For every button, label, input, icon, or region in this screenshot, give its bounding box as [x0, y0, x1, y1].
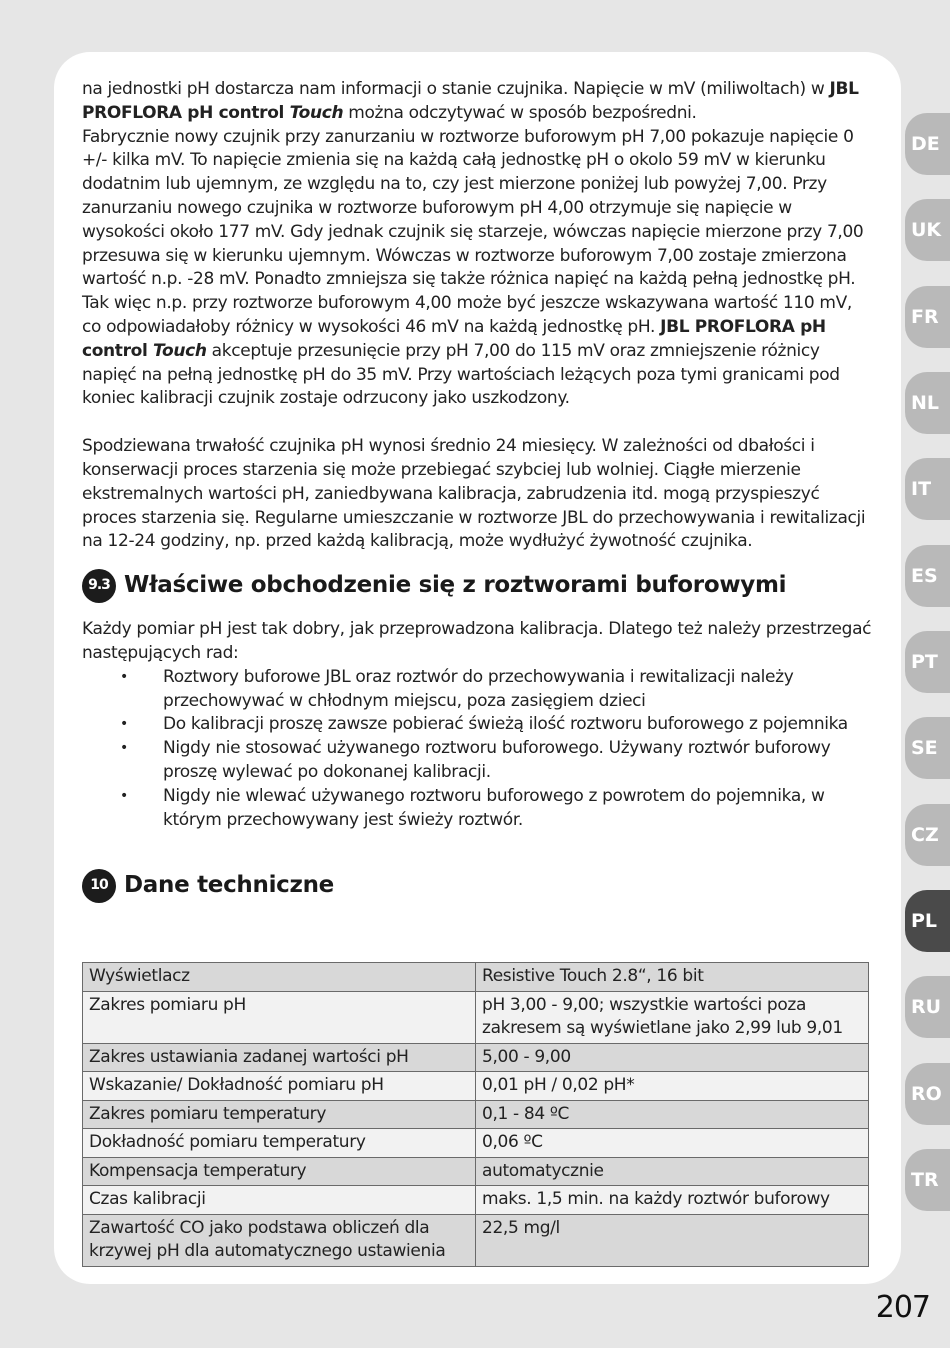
section-9-3-heading: [82, 566, 872, 606]
product-name-italic: Touch: [289, 102, 344, 123]
table-row: [83, 1186, 869, 1215]
section-number-badge: 10: [82, 869, 116, 903]
language-tab-de[interactable]: DE: [905, 113, 950, 175]
list-item: • Nigdy nie stosować używanego roztworu buforowego. Używany roztwór buforowy proszę wylewać po dokonanej kalibracji.: [82, 737, 872, 785]
spec-key: Zawartość CO jako podstawa obliczeń dla krzywej pH dla automatycznego ustawienia: [83, 1214, 476, 1266]
product-name: JBL PROFLORA pH control: [82, 316, 826, 361]
spec-key: Zakres ustawiania zadanej wartości pH: [83, 1043, 476, 1072]
table-row: [83, 1157, 869, 1186]
language-tab-pt[interactable]: PT: [905, 631, 950, 693]
spec-value: 0,01 pH / 0,02 pH*: [476, 1072, 869, 1101]
language-tab-uk[interactable]: UK: [905, 199, 950, 261]
spec-key: Wskazanie/ Dokładność pomiaru pH: [83, 1072, 476, 1101]
spec-key: Zakres pomiaru pH: [83, 991, 476, 1043]
table-row: [83, 1043, 869, 1072]
intro-paragraph-1: [82, 78, 872, 126]
language-tab-it[interactable]: IT: [905, 458, 950, 520]
language-tab-ro[interactable]: RO: [905, 1063, 950, 1125]
list-item: • Nigdy nie wlewać używanego roztworu buforowego z powrotem do pojemnika, w którym przechowywany jest świeży roztwór.: [82, 785, 872, 833]
table-row: [83, 1072, 869, 1101]
buffer-rules-list: [82, 666, 872, 833]
list-item: • Do kalibracji proszę zawsze pobierać świeżą ilość roztworu buforowego z pojemnika: [82, 713, 872, 737]
language-tab-ru[interactable]: RU: [905, 976, 950, 1038]
spec-key: Zakres pomiaru temperatury: [83, 1100, 476, 1129]
list-item: • Roztwory buforowe JBL oraz roztwór do przechowywania i rewitalizacji należy przechowywać w chłodnym miejscu, poza zasięgiem dzieci: [82, 666, 872, 714]
spec-value: 0,1 - 84 ºC: [476, 1100, 869, 1129]
table-row: [83, 1129, 869, 1158]
spec-value: automatycznie: [476, 1157, 869, 1186]
intro-paragraph-2: [82, 126, 872, 412]
table-row: [83, 991, 869, 1043]
table-row: [83, 963, 869, 992]
language-tab-tr[interactable]: TR: [905, 1149, 950, 1211]
spec-value: Resistive Touch 2.8“, 16 bit: [476, 963, 869, 992]
spec-value: 5,00 - 9,00: [476, 1043, 869, 1072]
language-tab-pl[interactable]: PL: [905, 890, 950, 952]
language-tab-fr[interactable]: FR: [905, 286, 950, 348]
section-title: Dane techniczne: [124, 872, 334, 899]
spec-value: 22,5 mg/l: [476, 1214, 869, 1266]
spec-key: Kompensacja temperatury: [83, 1157, 476, 1186]
main-content: [82, 78, 872, 906]
text: na jednostki pH dostarcza nam informacji o stanie czujnika. Napięcie w mV (miliwoltach) w: [82, 79, 830, 99]
table-row: [83, 1214, 869, 1266]
language-tab-se[interactable]: SE: [905, 717, 950, 779]
page-number: 207: [875, 1290, 930, 1325]
product-name: JBL PROFLORA pH control: [82, 79, 859, 123]
language-tab-nl[interactable]: NL: [905, 372, 950, 434]
spec-value: 0,06 ºC: [476, 1129, 869, 1158]
tech-specs-table: [82, 962, 869, 1267]
spec-value: maks. 1,5 min. na każdy roztwór buforowy: [476, 1186, 869, 1215]
spec-key: Czas kalibracji: [83, 1186, 476, 1215]
section-10-heading: [82, 866, 872, 906]
text: można odczytywać w sposób bezpośredni.: [343, 102, 697, 123]
intro-paragraph-3: Spodziewana trwałość czujnika pH wynosi średnio 24 miesięcy. W zależności od dbałości i konserwacji proces starzenia się może przebiegać szybciej lub wolniej. Ciągłe mierzenie ekstremalnych wartości pH, zaniedbywana kalibracja, zabrudzenia itd. mogą przyspieszyć proces starzenia się. Regularne umieszczanie w roztworze JBL do przechowywania i rewitalizacji na 12-24 godziny, np. przed każdą kalibracją, może wydłużyć żywotność czujnika.: [82, 436, 866, 552]
table-row: [83, 1100, 869, 1129]
product-name-italic: Touch: [153, 340, 207, 361]
section-title: Właściwe obchodzenie się z roztworami buforowymi: [124, 572, 787, 599]
spec-key: Wyświetlacz: [83, 963, 476, 992]
text: Fabrycznie nowy czujnik przy zanurzaniu w roztworze buforowym pH 7,00 pokazuje napięcie 0 +/- kilka mV. To napięcie zmienia się na każdą całą jednostkę pH o okolo 59 mV w kierunku dodatnim lub ujemnym, ze względu na to, czy jest mierzone poniżej lub powyżej 7,00. Przy zanurzaniu nowego czujnika w roztworze buforowym pH 4,00 otrzymuje się napięcie w wysokości około 177 mV. Gdy jednak czujnik się starzeje, wówczas napięcie mierzone przy 7,00 przesuwa się w kierunku ujemnym. Wówczas w roztworze buforowym 7,00 zostaje zmierzona wartość n.p. -28 mV. Ponadto zmniejsza się także różnica napięć na każdą pełną jednostkę pH. Tak więc n.p. przy roztworze buforowym 4,00 może być jeszcze wskazywana wartość 110 mV, co odpowiadałoby różnicy w wysokości 46 mV na każdą jednostkę pH.: [82, 126, 864, 337]
text: akceptuje przesunięcie przy pH 7,00 do 115 mV oraz zmniejszenie różnicy napięć na pełną jednostkę pH do 35 mV. Przy wartościach leżących poza tymi granicami pod koniec kalibracji czujnik zostaje odrzucony jako uszkodzony.: [82, 340, 840, 409]
language-tab-es[interactable]: ES: [905, 545, 950, 607]
section-number-badge: 9.3: [82, 569, 116, 603]
language-tab-cz[interactable]: CZ: [905, 804, 950, 866]
section-9-3-lead: Każdy pomiar pH jest tak dobry, jak przeprowadzona kalibracja. Dlatego też należy przestrzegać następujących rad:: [82, 619, 872, 663]
spec-value: pH 3,00 - 9,00; wszystkie wartości poza zakresem są wyświetlane jako 2,99 lub 9,01: [476, 991, 869, 1043]
spec-key: Dokładność pomiaru temperatury: [83, 1129, 476, 1158]
